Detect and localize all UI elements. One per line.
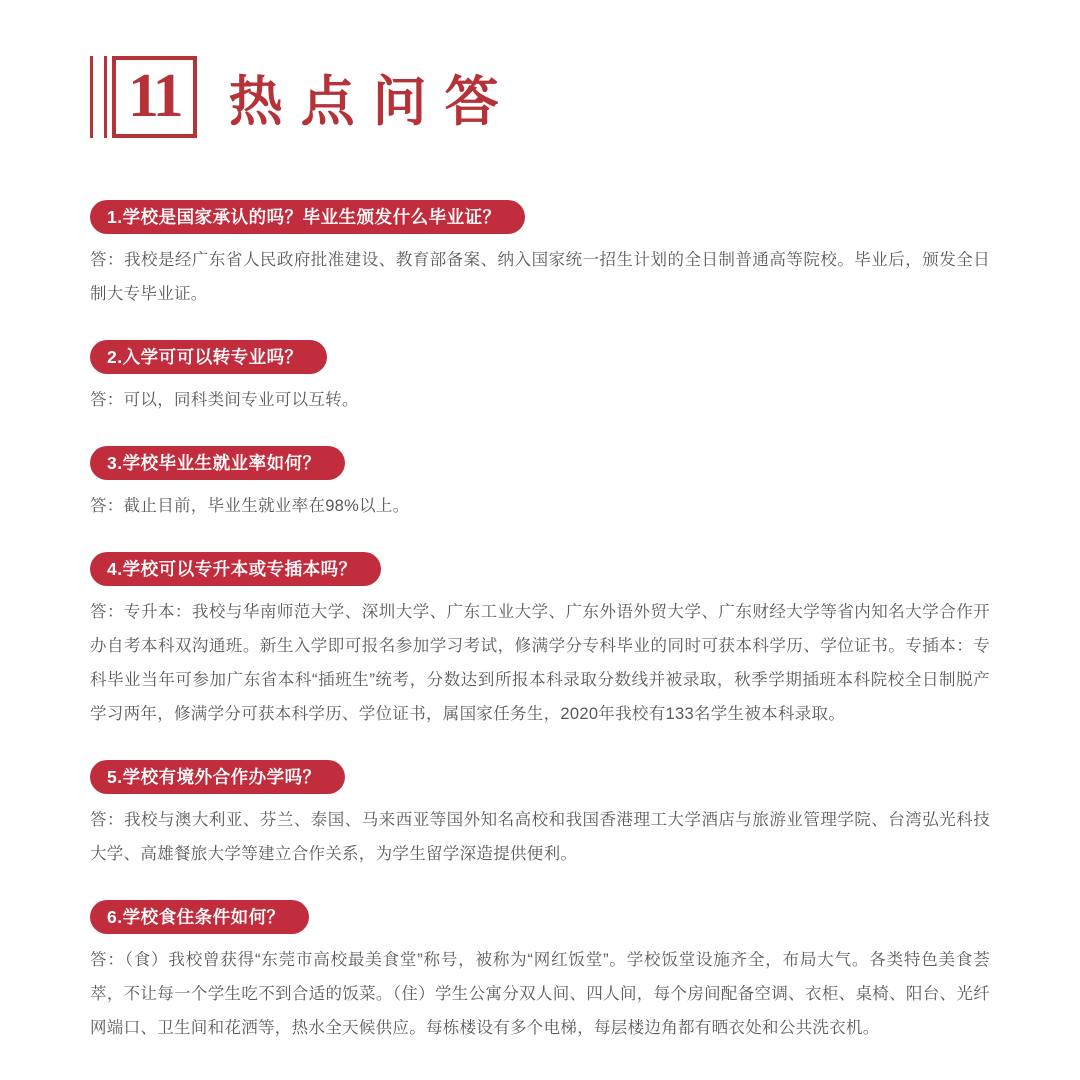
qa-item-4 [90, 552, 990, 731]
answer-text: 答：我校是经广东省人民政府批准建设、教育部备案、纳入国家统一招生计划的全日制普通高等院校。毕业后，颁发全日制大专毕业证。 [90, 251, 990, 303]
answer-text: 答：可以，同科类间专业可以互转。 [90, 391, 359, 409]
answer-text: 答：（食）我校曾获得“东莞市高校最美食堂”称号，被称为“网红饭堂”。学校饭堂设施齐全，布局大气。各类特色美食荟萃，不让每一个学生吃不到合适的饭菜。（住）学生公寓分双人间、四人间，每个房间配备空调、衣柜、桌椅、阳台、光纤网端口、卫生间和花洒等，热水全天候供应。每栋楼设有多个电梯，每层楼边角都有晒衣处和公共洗衣机。 [90, 951, 990, 1037]
question-banner: 6.学校食住条件如何？ [90, 900, 309, 934]
qa-item-1 [90, 200, 990, 311]
page-title: 热点问答 [228, 71, 517, 132]
answer-text: 答：专升本：我校与华南师范大学、深圳大学、广东工业大学、广东外语外贸大学、广东财经大学等省内知名大学合作开办自考本科双沟通班。新生入学即可报名参加学习考试，修满学分专科毕业的同时可获本科学历、学位证书。专插本：专科毕业当年可参加广东省本科“插班生”统考，分数达到所报本科录取分数线并被录取，秋季学期插班本科院校全日制脱产学习两年，修满学分可获本科学历、学位证书，属国家任务生，2020年我校有133名学生被本科录取。 [90, 603, 990, 723]
stacked-pages-icon [90, 56, 107, 138]
question-banner: 2.入学可可以转专业吗？ [90, 340, 327, 374]
qa-item-6 [90, 900, 990, 1045]
question-banner: 4.学校可以专升本或专插本吗？ [90, 552, 381, 586]
question-banner: 1.学校是国家承认的吗？毕业生颁发什么毕业证？ [90, 200, 525, 234]
chapter-number: 11 [112, 56, 197, 138]
page-header [90, 56, 990, 138]
question-banner: 5.学校有境外合作办学吗？ [90, 760, 345, 794]
chapter-number-badge [90, 56, 197, 138]
qa-item-2 [90, 340, 990, 417]
qa-item-3 [90, 446, 990, 523]
question-banner: 3.学校毕业生就业率如何？ [90, 446, 345, 480]
qa-item-5 [90, 760, 990, 871]
answer-text: 答：我校与澳大利亚、芬兰、泰国、马来西亚等国外知名高校和我国香港理工大学酒店与旅游业管理学院、台湾弘光科技大学、高雄餐旅大学等建立合作关系，为学生留学深造提供便利。 [90, 811, 990, 863]
answer-text: 答：截止目前，毕业生就业率在98%以上。 [90, 497, 410, 515]
